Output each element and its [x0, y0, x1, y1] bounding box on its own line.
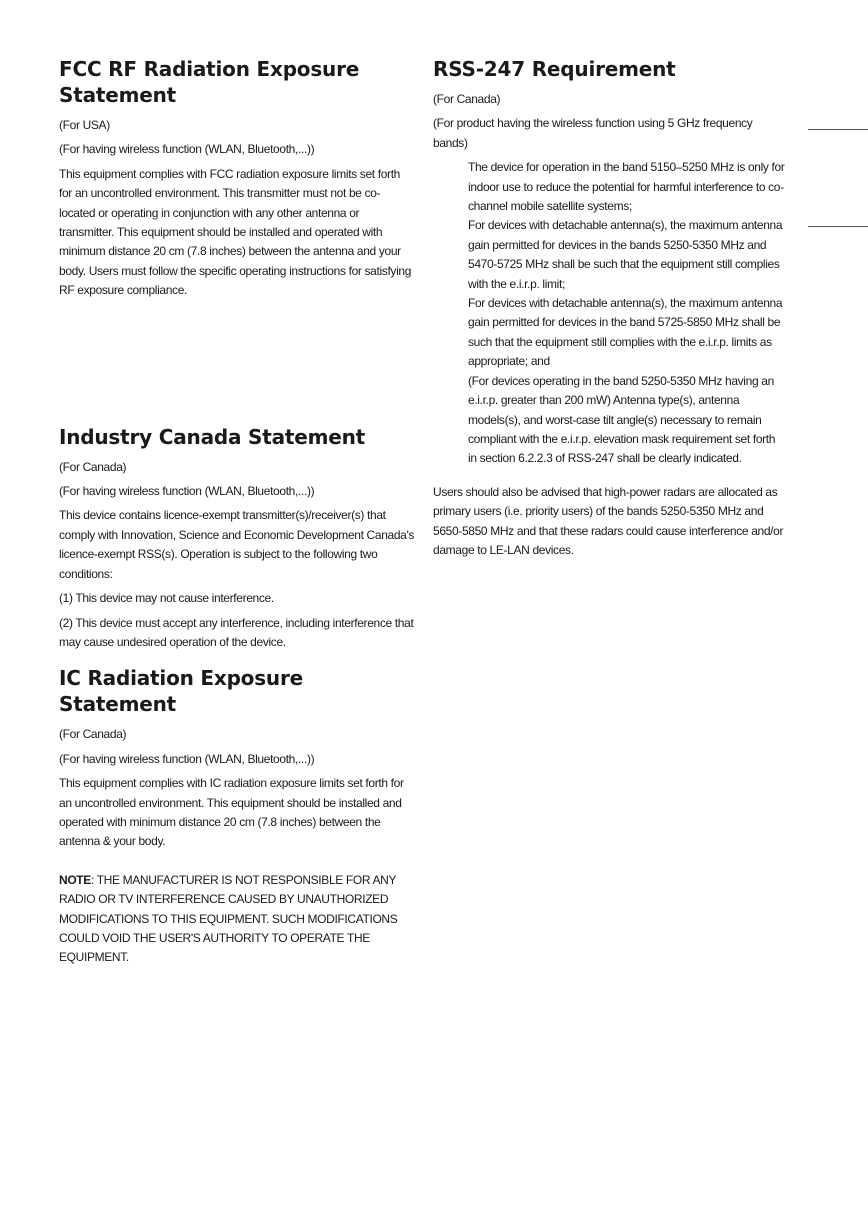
ic-radiation-body: This equipment complies with IC radiation exposure limits set forth for an uncontrolled environment. This equipment should be installed and operated with minimum distance 20 cm (7.8 inches) between the antenna & your body.	[59, 776, 404, 849]
note-text: : THE MANUFACTURER IS NOT RESPONSIBLE FOR ANY RADIO OR TV INTERFERENCE CAUSED BY UNAUTHORIZED MODIFICATIONS TO THIS EQUIPMENT. SUCH MODIFICATIONS COULD VOID THE USER'S AUTHORITY TO OPERATE THE EQUIPMENT.	[59, 872, 398, 965]
rss-247-section	[433, 56, 785, 560]
note-label: NOTE	[59, 872, 91, 887]
right-column	[433, 56, 785, 565]
rss-247-item-1: The device for operation in the band 5150–5250 MHz is only for indoor use to reduce the potential for harmful interference to co-channel mobile satellite systems;	[468, 160, 785, 214]
industry-canada-scope: (For having wireless function (WLAN, Bluetooth,...))	[59, 484, 315, 499]
margin-rule-bottom	[808, 226, 868, 227]
fcc-body: This equipment complies with FCC radiation exposure limits set forth for an uncontrolled environment. This transmitter must not be co-located or operating in conjunction with any other antenna or transmitter. This equipment should be installed and operated with minimum distance 20 cm (7.8 inches) between the antenna and your body. Users must follow the specific operating instructions for satisfying RF exposure compliance.	[59, 166, 412, 298]
industry-canada-condition-1: (1) This device may not cause interference.	[59, 591, 274, 606]
fcc-region: (For USA)	[59, 118, 110, 132]
fcc-scope: (For having wireless function (WLAN, Bluetooth,...))	[59, 142, 315, 157]
left-column	[59, 56, 415, 973]
ic-radiation-region: (For Canada)	[59, 727, 127, 742]
margin-rule-top	[808, 129, 868, 130]
fcc-heading: FCC RF Radiation Exposure Statement	[59, 57, 360, 107]
rss-247-heading: RSS-247 Requirement	[433, 57, 676, 81]
rss-247-region: (For Canada)	[433, 92, 501, 106]
rss-247-advisory: Users should also be advised that high-power radars are allocated as primary users (i.e. priority users) of the bands 5250-5350 MHz and 5650-5850 MHz and that these radars could cause interference and/or damage to LE-LAN devices.	[433, 484, 784, 557]
industry-canada-condition-2: (2) This device must accept any interference, including interference that may cause undesired operation of the device.	[59, 615, 414, 649]
rss-247-item-2: For devices with detachable antenna(s), the maximum antenna gain permitted for devices in the bands 5250-5350 MHz and 5470-5725 MHz shall be such that the equipment still complies with the e.i.r.p. limit;	[468, 218, 783, 291]
ic-radiation-heading: IC Radiation Exposure Statement	[59, 666, 303, 717]
rss-247-item-4: (For devices operating in the band 5250-5350 MHz having an e.i.r.p. greater than 200 mW) Antenna type(s), antenna models(s), and worst-case tilt angle(s) necessary to remain compliant with the e.i.r.p. elevation mask requirement set forth in section 6.2.2.3 of RSS-247 shall be clearly indicated.	[468, 373, 776, 466]
ic-radiation-scope: (For having wireless function (WLAN, Bluetooth,...))	[59, 751, 315, 766]
rss-247-item-3: For devices with detachable antenna(s), the maximum antenna gain permitted for devices in the band 5725-5850 MHz shall be such that the equipment still complies with the e.i.r.p. limits as appropriate; and	[468, 296, 783, 369]
rss-247-requirement-list	[433, 158, 785, 469]
fcc-section	[59, 56, 415, 301]
note-paragraph	[59, 871, 415, 968]
industry-canada-body: This device contains licence-exempt transmitter(s)/receiver(s) that comply with Innovation, Science and Economic Development Canada's licence-exempt RSS(s). Operation is subject to the following two conditions:	[59, 508, 415, 581]
industry-canada-section	[59, 424, 415, 653]
rss-247-scope: (For product having the wireless function using 5 GHz frequency bands)	[433, 116, 753, 150]
industry-canada-region: (For Canada)	[59, 459, 127, 474]
industry-canada-heading: Industry Canada Statement	[59, 424, 366, 449]
ic-radiation-section	[59, 665, 415, 851]
